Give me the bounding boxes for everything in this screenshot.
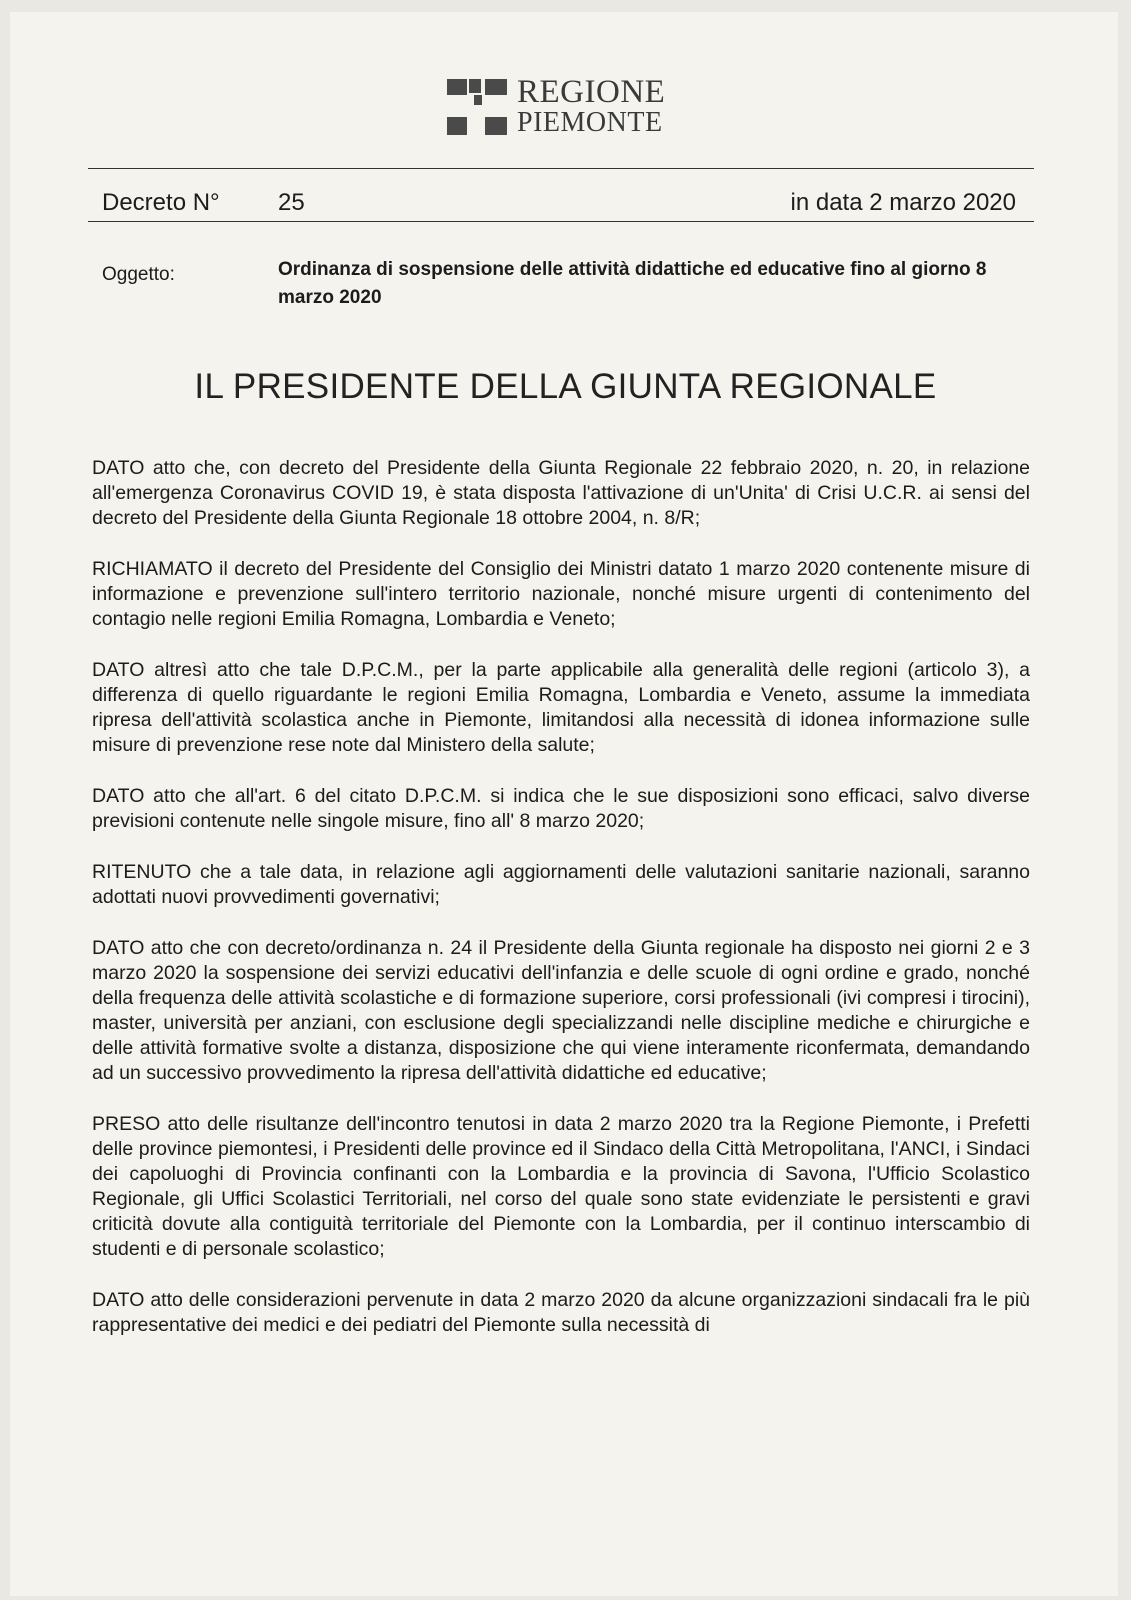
- logo-line-2: PIEMONTE: [517, 107, 663, 138]
- header-rule-top: [88, 168, 1034, 169]
- paragraph: DATO altresì atto che tale D.P.C.M., per la parte applicabile alla generalità delle regioni (articolo 3), a differenza di quello riguardante le regioni Emilia Romagna, Lombardia e Veneto, assume la immediata ripresa dell'attività scolastica anche in Piemonte, limitandosi alla necessità di idonea informazione sulle misure di prevenzione rese note dal Ministero della salute;: [92, 659, 1030, 756]
- subject-text: Ordinanza di sospensione delle attività didattiche ed educative fino al giorno 8 marzo 2020: [278, 259, 987, 308]
- paragraph: RITENUTO che a tale data, in relazione agli aggiornamenti delle valutazioni sanitarie nazionali, saranno adottati nuovi provvedimenti governativi;: [92, 861, 1030, 908]
- paragraph: DATO atto che, con decreto del Presidente della Giunta Regionale 22 febbraio 2020, n. 20, in relazione all'emergenza Coronavirus COVID 19, è stata disposta l'attivazione di un'Unita' di Crisi U.C.R. ai sensi del decreto del Presidente della Giunta Regionale 18 ottobre 2004, n. 8/R;: [92, 457, 1030, 529]
- page-title: IL PRESIDENTE DELLA GIUNTA REGIONALE: [194, 367, 937, 406]
- header-rule-bottom: [88, 221, 1034, 222]
- regione-logo-icon: [447, 79, 511, 137]
- decree-label: Decreto N°: [102, 189, 220, 216]
- decree-number: 25: [278, 189, 305, 216]
- decree-header: [102, 186, 1026, 220]
- logo-line-1: REGIONE: [517, 74, 666, 110]
- paragraph: RICHIAMATO il decreto del Presidente del Consiglio dei Ministri datato 1 marzo 2020 contenente misure di informazione e prevenzione sull'intero territorio nazionale, nonché misure urgenti di contenimento del contagio nelle regioni Emilia Romagna, Lombardia e Veneto;: [92, 558, 1030, 630]
- paragraph: DATO atto che all'art. 6 del citato D.P.C.M. si indica che le sue disposizioni sono efficaci, salvo diverse previsioni contenute nelle singole misure, fino all' 8 marzo 2020;: [92, 785, 1030, 832]
- logo-text: [517, 76, 665, 138]
- document-body: [92, 456, 1030, 1364]
- subject-label: Oggetto:: [102, 264, 175, 285]
- paragraph: PRESO atto delle risultanze dell'incontro tenutosi in data 2 marzo 2020 tra la Regione Piemonte, i Prefetti delle province piemontesi, i Presidenti delle province ed il Sindaco della Città Metropolitana, l'ANCI, i Sindaci dei capoluoghi di Provincia confinanti con la Lombardia e la provincia di Savona, l'Ufficio Scolastico Regionale, gli Uffici Scolastici Territoriali, nel corso del quale sono state evidenziate le persistenti e gravi criticità dovute alla contiguità territoriale del Piemonte con la Lombardia, per il continuo interscambio di studenti e di personale scolastico;: [92, 1113, 1030, 1260]
- decree-date: in data 2 marzo 2020: [790, 189, 1016, 216]
- paragraph: DATO atto delle considerazioni pervenute in data 2 marzo 2020 da alcune organizzazioni sindacali fra le più rappresentative dei medici e dei pediatri del Piemonte sulla necessità di: [92, 1289, 1030, 1336]
- paragraph: DATO atto che con decreto/ordinanza n. 24 il Presidente della Giunta regionale ha disposto nei giorni 2 e 3 marzo 2020 la sospensione dei servizi educativi dell'infanzia e delle scuole di ogni ordine e grado, nonché della frequenza delle attività scolastiche e di formazione superiore, corsi professionali (ivi compresi i tirocini), master, università per anziani, con esclusione degli specializzandi nelle discipline mediche e chirurgiche e delle attività formative svolte a distanza, disposizione che qui viene interamente riconfermata, demandando ad un successivo provvedimento la ripresa dell'attività didattiche ed educative;: [92, 937, 1030, 1084]
